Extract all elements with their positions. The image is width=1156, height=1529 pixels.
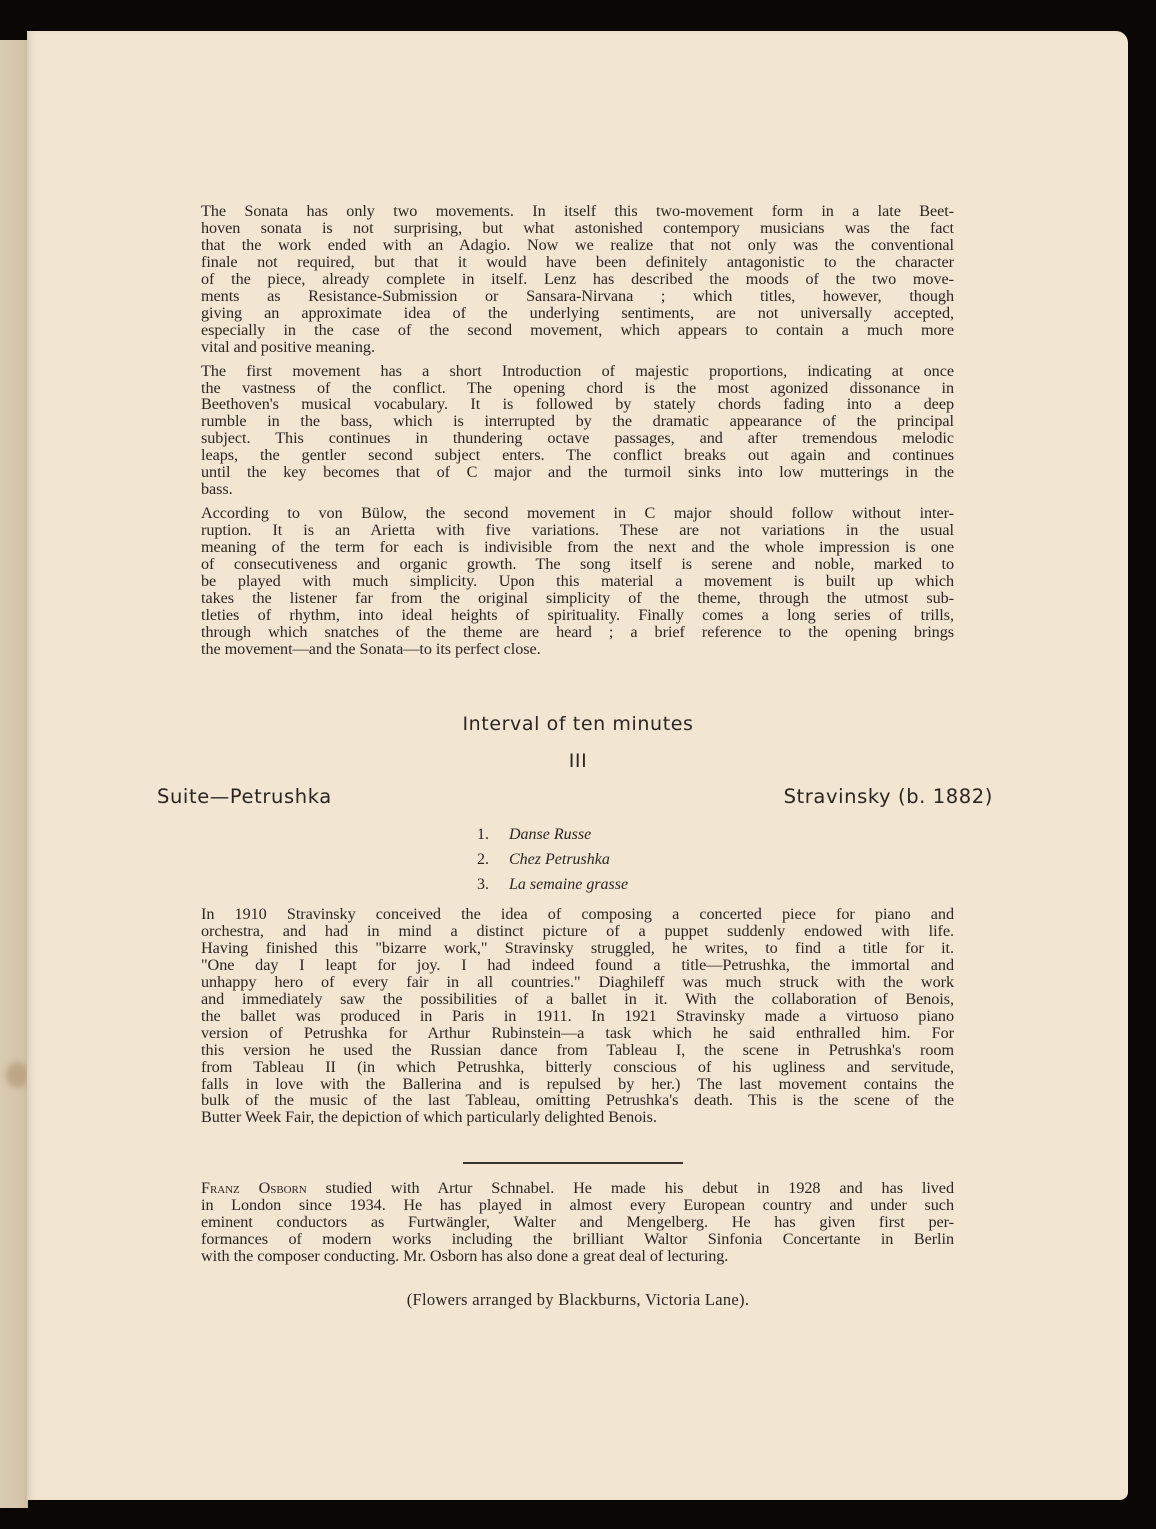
movement-item	[477, 872, 628, 897]
text-line: giving an approximate idea of the underlying sentiments, are not universally accepted,	[201, 303, 954, 322]
paper-stain	[6, 1062, 28, 1088]
text-line-rest: studied with Artur Schnabel. He made his debut in 1928 and has lived	[306, 1179, 954, 1197]
text-line: version of Petrushka for Arthur Rubinstein—a task which he said enthralled him. For	[201, 1023, 954, 1042]
text-line: subject. This continues in thundering octave passages, and after tremendous melodic	[201, 429, 954, 448]
performer-name: Franz Osborn	[201, 1179, 307, 1197]
text-line: with the composer conducting. Mr. Osborn has also done a great deal of lecturing.	[201, 1246, 729, 1265]
work-title: Suite—Petrushka	[157, 785, 332, 808]
text-line: bass.	[201, 480, 233, 499]
text-line: until the key becomes that of C major and the turmoil sinks into low mutterings in the	[201, 463, 954, 482]
movement-item	[477, 822, 628, 847]
text-line: rumble in the bass, which is interrupted by the dramatic appearance of the principal	[201, 412, 954, 431]
text-line: takes the listener far from the original simplicity of the theme, through the utmost sub-	[201, 588, 954, 607]
text-line: of the piece, already complete in itself. Lenz has described the moods of the two move-	[201, 269, 954, 288]
text-line: the vastness of the conflict. The opening chord is the most agonized dissonance in	[201, 378, 954, 397]
text-line: that the work ended with an Adagio. Now we realize that not only was the conventional	[201, 235, 954, 254]
text-line: especially in the case of the second movement, which appears to contain a much more	[201, 320, 954, 339]
text-line: of consecutiveness and organic growth. The song itself is serene and noble, marked to	[201, 555, 954, 574]
text-line: eminent conductors as Furtwängler, Walter and Mengelberg. He has given first per-	[201, 1212, 954, 1231]
movement-list	[477, 822, 628, 897]
text-line: ruption. It is an Arietta with five variations. These are not variations in the usual	[201, 521, 954, 540]
petrushka-notes	[201, 906, 954, 1126]
paragraph-sonata-form	[201, 203, 954, 356]
separator-rule	[463, 1162, 683, 1164]
previous-page-edge	[0, 40, 28, 1508]
text-line: the movement—and the Sonata—to its perfect close.	[201, 639, 541, 658]
text-line: Beethoven's musical vocabulary. It is followed by stately chords fading into a deep	[201, 395, 954, 414]
text-line: meaning of the term for each is indivisible from the next and the whole impression is one	[201, 538, 954, 557]
text-line: According to von Bülow, the second movement in C major should follow without inter-	[201, 504, 954, 523]
text-line: The first movement has a short Introduction of majestic proportions, indicating at once	[201, 361, 954, 380]
paragraph-biography	[201, 1180, 954, 1265]
paragraph-petrushka	[201, 906, 954, 1126]
flowers-credit: (Flowers arranged by Blackburns, Victoria Lane).	[406, 1290, 750, 1309]
movement-item	[477, 847, 628, 872]
text-line: ments as Resistance-Submission or Sansara-Nirvana ; which titles, however, though	[201, 286, 954, 305]
text-line: The Sonata has only two movements. In itself this two-movement form in a late Beet-	[201, 202, 954, 220]
text-line: this version he used the Russian dance from Tableau I, the scene in Petrushka's room	[201, 1040, 954, 1059]
text-line: and immediately saw the possibilities of a ballet in it. With the collaboration of Benois,	[201, 989, 954, 1008]
movement-title: Danse Russe	[509, 826, 592, 843]
movement-number: 2.	[477, 851, 489, 868]
biography	[201, 1180, 954, 1265]
text-line: In 1910 Stravinsky conceived the idea of composing a concerted piece for piano and	[201, 905, 954, 923]
sonata-notes	[201, 203, 954, 658]
paragraph-first-movement	[201, 363, 954, 499]
text-line: falls in love with the Ballerina and is repulsed by her.) The last movement contains the	[201, 1074, 954, 1093]
text-line: "One day I leapt for joy. I had indeed found a title—Petrushka, the immortal and	[201, 955, 954, 974]
paragraph-second-movement	[201, 505, 954, 658]
text-line: be played with much simplicity. Upon this material a movement is built up which	[201, 572, 954, 591]
section-number: III	[568, 750, 588, 772]
text-line: tleties of rhythm, into ideal heights of spirituality. Finally comes a long series of trills,	[201, 605, 954, 624]
text-line: Having finished this "bizarre work," Stravinsky struggled, he writes, to find a title for it.	[201, 938, 954, 957]
text-line: leaps, the gentler second subject enters. The conflict breaks out again and continues	[201, 446, 954, 465]
text-line: bulk of the music of the last Tableau, omitting Petrushka's death. This is the scene of the	[201, 1091, 954, 1110]
movement-title: La semaine grasse	[509, 876, 629, 893]
text-line: unhappy hero of every fair in all countries." Diaghileff was much struck with the work	[201, 972, 954, 991]
text-line: through which snatches of the theme are heard ; a brief reference to the opening brings	[201, 622, 954, 641]
text-line: finale not required, but that it would have been definitely antagonistic to the character	[201, 252, 954, 271]
movement-number: 1.	[477, 826, 489, 843]
movement-title: Chez Petrushka	[509, 851, 610, 868]
text-line: the ballet was produced in Paris in 1911. In 1921 Stravinsky made a virtuoso piano	[201, 1006, 954, 1025]
composer-name: Stravinsky (b. 1882)	[783, 785, 993, 808]
text-line: hoven sonata is not surprising, but what astonished contempory musicians was the fact	[201, 218, 954, 237]
text-line: from Tableau II (in which Petrushka, bitterly conscious of his ugliness and servitude,	[201, 1057, 954, 1076]
text-line: in London since 1934. He has played in almost every European country and under such	[201, 1195, 954, 1214]
text-line: orchestra, and had in mind a distinct picture of a puppet suddenly endowed with life.	[201, 921, 954, 940]
text-line: formances of modern works including the brilliant Waltor Sinfonia Concertante in Berlin	[201, 1229, 954, 1248]
interval-heading: Interval of ten minutes	[462, 713, 694, 735]
text-line: Butter Week Fair, the depiction of which particularly delighted Benois.	[201, 1108, 657, 1127]
movement-number: 3.	[477, 876, 489, 893]
text-line	[201, 1180, 954, 1197]
text-line: vital and positive meaning.	[201, 337, 375, 356]
